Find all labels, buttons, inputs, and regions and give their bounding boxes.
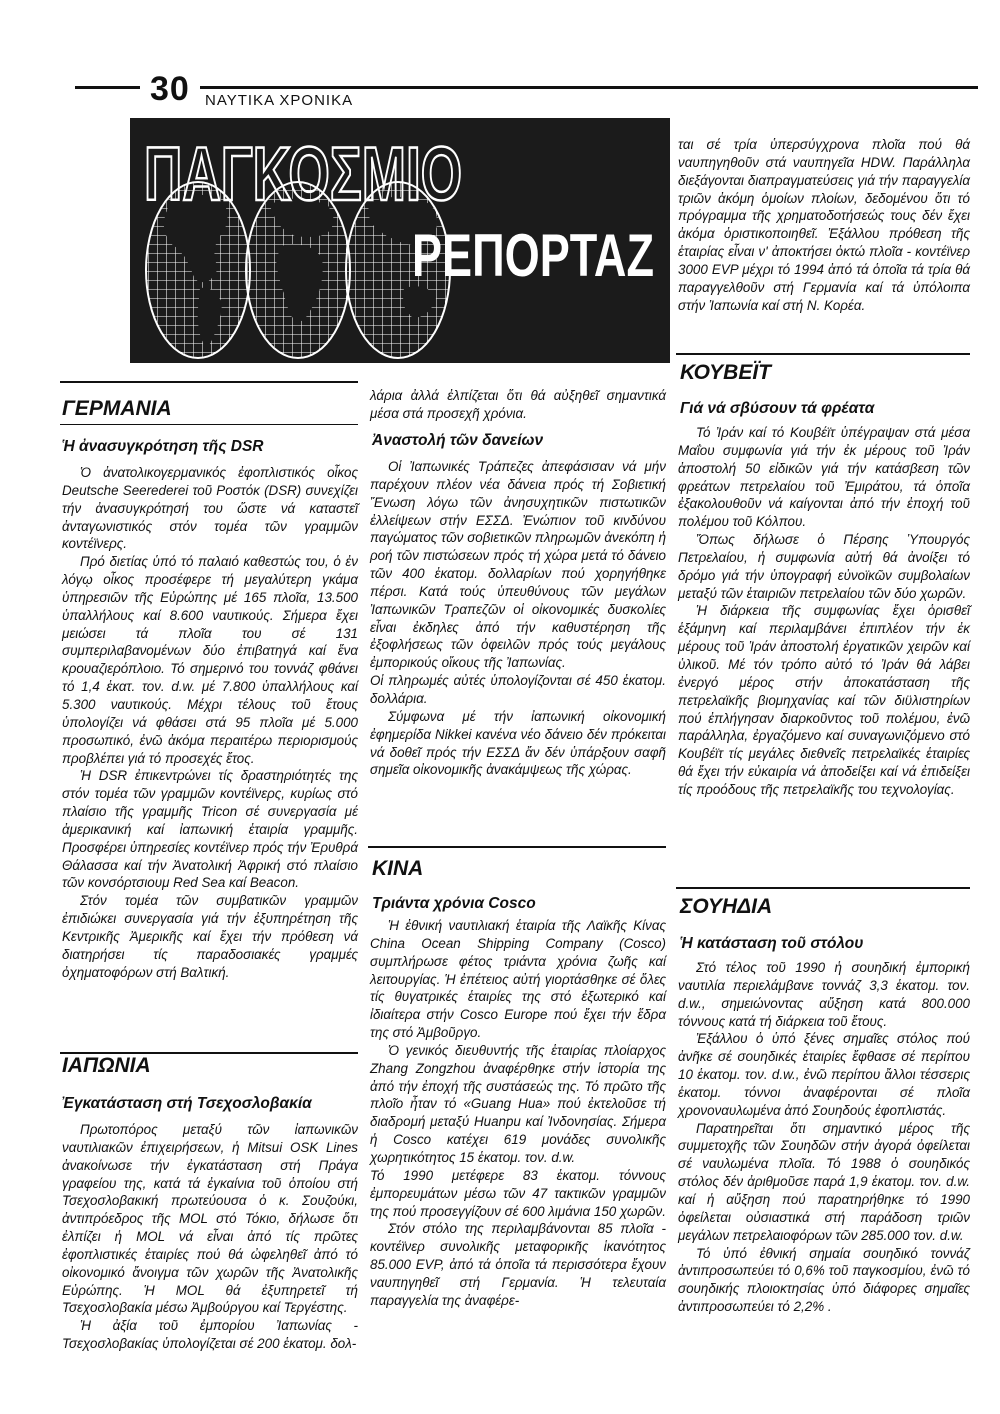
china-rule <box>368 846 666 848</box>
japan-subtitle2: Ἀναστολή τῶν δανείων <box>372 432 544 449</box>
kuwait-paragraph: Ὅπως δήλωσε ὁ Πέρσης Ὑπουργός Πετρελαίου, ἡ συμφωνία αὐτή θά ἀνοίξει τό δρόμο γιά τήν ὑπογραφή εὐνοϊκῶν συμβολαίων μεταξύ τῶν ἑταιριῶν πετρελαίου τῶν δύο χωρῶν. <box>678 532 970 601</box>
germany-paragraph: Πρό διετίας ὑπό τό παλαιό καθεστώς του, ὁ ἐν λόγῳ οἶκος προσέφερε τή μεγαλύτερη γκάμα ὑπηρεσιῶν τῆς Εὐρώπης μέ 165 πλοῖα, 13.500 ὑπαλλήλους καί 8.600 ναυτικούς. Σήμερα ἔχει μειώσει τά πλοῖα του σέ 131 συμπεριλαβανομένων δύο ἐπιβατηγά καί ἕνα κρουαζιερόπλοιο. Τό σημερινό του τοννάζ φθάνει τό 1,4 ἑκατ. τον. d.w. μέ 7.800 ὑπαλλήλους καί 5.300 ναυτικούς. Μέχρι τέλους τοῦ ἔτους ὑπολογίζει νά φθάσει στά 95 πλοῖα μέ 5.000 προσωπικό, ἐνῶ ἀκόμα περαιτέρω περιορισμούς προβλέπει γιά τό προσεχές ἔτος. <box>62 554 358 766</box>
japan-paragraph: Οἱ Ἰαπωνικές Τράπεζες ἀπεφάσισαν νά μήν παρέχουν πλέον νέα δάνεια πρός τή Σοβιετική Ἕνωση λόγω τῶν ἀνησυχητικῶν πιστωτικῶν ἐλλείψεων στήν ΕΣΣΔ. Ἐνώπιον τοῦ κινδύνου παγώματος τῶν σοβιετικῶν πληρωμῶν ἀνεκόπη ἡ ροή τῶν πιστώσεων πρός τή χώρα μετά τό δάνειο τῶν 400 ἑκατομ. δολλαρίων πού χορηγήθηκε πέρσι. Κατά τούς ὑπευθύνους τῶν μεγάλων Ἰαπωνικῶν Τραπεζῶν οἱ οἰκονομικές δυσκολίες εἶναι ἐκδηλες ἀπό τήν καθυστέρηση τῆς ἐξοφλήσεως τῶν ὀφειλῶν πρός τούς μεγάλους ἐμπορικούς οἴκους τῆς Ἰαπωνίας. <box>370 459 666 671</box>
japan-subtitle: Ἐγκατάσταση στή Τσεχοσλοβακία <box>62 1095 312 1112</box>
germany-body <box>62 464 358 981</box>
japan-paragraph: Πρωτοπόρος μεταξύ τῶν ἰαπωνικῶν ναυτιλιακῶν ἐπιχειρήσεων, ἡ Mitsui OSK Lines ἀνακοίνωσε τήν ἐγκατάσταση στή Πράγα γραφείου της, κατά τά ἐγκαίνια τοῦ ὁποίου στή Τσεχοσλοβακική πρωτεύουσα ὁ κ. Σουζούκι, ἀντιπρόεδρος τῆς MOL στό Τόκιο, δήλωσε ὅτι ἐλπίζει ἡ MOL νά εἶναι ἀπό τίς πρῶτες ἐφοπλιστικές ἑταιρίες πού θά ὠφεληθεῖ ἀπό τό οἰκονομικό ἄνοιγμα τῶν χωρῶν τῆς Ἀνατολικῆς Εὐρώπης. Ἡ MOL θά ἐξυπηρετεῖ τή Τσεχοσλοβακία μέσω Ἀμβούργου καί Τεργέστης. <box>62 1122 358 1316</box>
japan-body-continued <box>370 387 666 423</box>
banner-title-line1: ΠΑΓΚΟΣΜΙΟ <box>144 132 462 217</box>
germany-rule <box>60 381 358 383</box>
china-paragraph: Τό 1990 μετέφερε 83 ἑκατομ. τόννους ἐμπορευμάτων μέσω τῶν 47 τακτικῶν γραμμῶν της πού προσεγγίζουν σέ 600 λιμάνια 150 χωρῶν. <box>370 1167 666 1219</box>
china-subtitle: Τριάντα χρόνια Cosco <box>372 895 536 912</box>
japan-paragraph: Σύμφωνα μέ τήν ἰαπωνική οἰκονομική ἐφημερίδα Nikkei κανένα νέο δάνειο δέν πρόκειται νά δοθεῖ πρός τήν ΕΣΣΔ ἄν δέν ὑπάρξουν σαφῆ σημεῖα οἰκονομικῆς ἀνακάμψεως τῆς χώρας. <box>370 708 666 778</box>
kuwait-rule <box>676 353 970 355</box>
japan-paragraph: λάρια ἀλλά ἐλπίζεται ὅτι θά αὐξηθεῖ σημαντικά μέσα στά προσεχῆ χρόνια. <box>370 388 666 421</box>
china-paragraph: ται σέ τρία ὑπερσύγχρονα πλοῖα πού θά ναυπηγηθοῦν στά ναυπηγεῖα HDW. Παράλληλα διεξάγονται διαπραγματεύσεις γιά τήν παραγγελία τριῶν ἀκόμη ὁμοίων πλοίων, δεδομένου ὅτι τό πρόγραμμα τῆς χρηματοδοτήσεώς τους δέν ἔχει ἀκόμα ὁριστικοποιηθεῖ. Ἐξάλλου πρόθεση τῆς ἑταιρίας εἶναι ν' ἀποκτήσει ὀκτώ πλοῖα - κοντέϊνερ 3000 EVP μέχρι τό 1994 ἀπό τά ὁποῖα τά τρία θά παραγγελθοῦν στή Γερμανία καί τά ὑπόλοιπα στήν Ἰαπωνία καί στή Ν. Κορέα. <box>678 137 970 313</box>
kuwait-paragraph: Τό Ἰράν καί τό Κουβέϊτ ὑπέγραψαν στά μέσα Μαΐου συμφωνία γιά τήν ἐκ μέρους τοῦ Ἰράν ἀποστολή 50 εἰδικῶν γιά τήν κατάσβεση τῶν φρεάτων πετρελαίου τοῦ Ἐμιράτου, τά ὁποῖα ἐξακολουθοῦν νά καίγονται ἀπό τήν ἐποχή τοῦ πολέμου τοῦ Κόλπου. <box>678 425 970 530</box>
china-body <box>370 917 666 1310</box>
sweden-paragraph: Παρατηρεῖται ὅτι σημαντικό μέρος τῆς συμμετοχῆς τῶν Σουηδῶν στήν ἀγορά ὀφείλεται σέ ναυλωμένα πλοῖα. Τό 1988 ὁ σουηδικός στόλος δέν ἀριθμοῦσε παρά 1,9 ἑκατομ. τον. d.w. καί ἡ αὔξηση πού παρατηρήθηκε τό 1990 ὀφείλεται οὐσιαστικά στή παράδοση τριῶν μεγάλων πετρελαιοφόρων τῶν 285.000 τον. d.w. <box>678 1120 970 1243</box>
header-rule-left <box>75 86 140 89</box>
kuwait-title: ΚΟΥΒΕΪΤ <box>680 361 771 384</box>
japan-title: ΙΑΠΩΝΙΑ <box>62 1054 151 1077</box>
banner-title-line2: ΡΕΠΟΡΤΑΖ <box>412 222 654 289</box>
japan-paragraph: Οἱ πληρωμές αὐτές ὑπολογίζονται σέ 450 ἑκατομ. δολλάρια. <box>370 673 666 706</box>
publication-name: ΝΑΥΤΙΚΑ ΧΡΟΝΙΚΑ <box>205 92 354 109</box>
header-rule-right <box>200 86 978 89</box>
kuwait-paragraph: Ἡ διάρκεια τῆς συμφωνίας ἔχει ὁρισθεῖ ἑξάμηνη καί περιλαμβάνει ἐπιπλέον τήν ἐκ μέρους τοῦ Ἰράν ἀποστολή ἐργατικῶν χειρῶν καί ὑλικοῦ. Μέ τόν τρόπο αὐτό τό Ἰράν θά λάβει ἐνεργό μέρος στήν ἀποκατάσταση τῆς πετρελαϊκῆς βιομηχανίας καί τῶν διϋλιστηρίων πού ἐπλήγησαν διαρκοῦντος τοῦ πολέμου, ἐνῶ παράλληλα, ἐργαζόμενο καί συναγωνιζόμενο στό Κουβέϊτ τίς μεγάλες διεθνεῖς πετρελαϊκές ἑταιρίες θά ἔχει τήν εὐκαιρία νά ἀποδείξει καί νά ἐπιδείξει τίς προόδους τῆς πετρελαϊκῆς του τεχνολογίας. <box>678 603 970 797</box>
sweden-rule <box>676 887 970 889</box>
globe-map-icon <box>130 118 670 363</box>
japan-paragraph: Ἡ ἀξία τοῦ ἐμπορίου Ἰαπωνίας - Τσεχοσλοβακίας ὑπολογίζεται σέ 200 ἑκατομ. δολ- <box>62 1318 358 1352</box>
germany-paragraph: Ὁ ἀνατολικογερμανικός ἐφοπλιστικός οἶκος Deutsche Seerederei τοῦ Ροστόκ (DSR) συνεχίζει τήν ἀνασυγκρότησή του ὥστε νά καταστεῖ ἀνταγωνιστικός στόν τομέα τῶν γραμμῶν κοντέϊνερς. <box>62 465 358 552</box>
sweden-paragraph: Τό ὑπό ἐθνική σημαία σουηδικό τοννάζ ἀντιπροσωπεύει τό 0,6% τοῦ παγκοσμίου, ἐνῶ τό σουηδικής πλοιοκτησίας ὑπό διάφορες σημαῖες ἀντιπροσωπεύει τό 2,2% . <box>678 1245 970 1315</box>
kuwait-subtitle: Γιά νά σβύσουν τά φρέατα <box>680 400 875 417</box>
sweden-paragraph: Ἐξάλλου ὁ ὑπό ξένες σημαῖες στόλος πού ἀνῆκε σέ σουηδικές ἑταιρίες ἔφθασε σέ περίπου 10 ἑκατομ. τον. d.w., ἐνῶ περίπου ἄλλοι τέσσερις ἑκατομ. τόννοι ἀναφέρονται σέ πλοῖα χρονοναυλωμένα ἀπό Σουηδούς ἐφοπλιστάς. <box>678 1031 970 1118</box>
china-paragraph: Ὁ γενικός διευθυντής τῆς ἑταιρίας πλοίαρχος Zhang Zongzhou ἀναφέρθηκε στήν ἱστορία της ἀπό τήν ἐποχή τῆς συστάσεώς της. Τό πρῶτο τῆς πλοῖο ἦταν τό «Guang Hua» πού ἐκτελοῦσε τή διαδρομή μεταξύ Huanpu καί Ἰνδονησίας. Σήμερα ἡ Cosco κατέχει 619 μονάδες συνολικῆς χωρητικότητος 15 ἑκατομ. τον. d.w. <box>370 1042 666 1165</box>
germany-subtitle: Ἡ ἀνασυγκρότηση τῆς DSR <box>62 438 264 455</box>
china-paragraph: Ἡ ἐθνική ναυτιλιακή ἑταιρία τῆς Λαϊκῆς Κίνας China Ocean Shipping Company (Cosco) συμπλήρωσε φέτος τριάντα χρόνια ζωῆς καί λειτουργίας. Ἡ ἐπέτειος αὐτή γιορτάσθηκε σέ ὅλες τίς θυγατρικές ἑταιρίες της στό ἐξωτερικό καί ἰδιαίτερα στήν Cosco Europe πού ἔχει τήν ἕδρα της στό Ἀμβοῦργο. <box>370 918 666 1041</box>
germany-paragraph: Ἡ DSR ἐπικεντρώνει τίς δραστηριότητές της στόν τομέα τῶν γραμμῶν κοντέϊνερς, κυρίως στό πλαίσιο τῆς γραμμῆς Tricon σέ συνεργασία μέ ἀμερικανική καί ἰαπωνική ἑταιρία γραμμῆς. Προσφέρει ὑπηρεσίες κοντέϊνερ πρός τήν Ἐρυθρά Θάλασσα καί τήν Ἀνατολική Ἀφρική στό πλαίσιο τῶν κονσόρτσιουμ Red Sea καί Beacon. <box>62 768 358 891</box>
kuwait-body <box>678 424 970 799</box>
sweden-subtitle: Ἡ κατάσταση τοῦ στόλου <box>680 935 864 952</box>
china-body-continued <box>678 136 970 314</box>
china-paragraph: Στόν στόλο της περιλαμβάνονται 85 πλοῖα - κοντέϊνερ συνολικῆς μεταφορικῆς ἱκανότητος 85.000 EVP, ἀπό τά ὁποῖα τά περισσότερα ἔχουν ναυπηγηθεῖ στή Γερμανία. Ἡ τελευταία παραγγελία της ἀναφέρε- <box>370 1221 666 1308</box>
banner <box>130 118 670 363</box>
japan-body-2 <box>370 458 666 779</box>
sweden-title: ΣΟΥΗΔΙΑ <box>680 895 773 918</box>
germany-rule-bottom <box>60 424 358 425</box>
germany-title: ΓΕΡΜΑΝΙΑ <box>62 397 172 420</box>
china-title: ΚΙΝΑ <box>372 857 424 880</box>
sweden-paragraph: Στό τέλος τοῦ 1990 ἡ σουηδική ἐμπορική ναυτιλία περιελάμβανε τοννάζ 3,3 ἑκατομ. τον. d.w., σημειώνοντας αὔξηση κατά 800.000 τόννους κατά τή διάρκεια τοῦ ἔτους. <box>678 960 970 1029</box>
germany-paragraph: Στόν τομέα τῶν συμβατικῶν γραμμῶν ἐπιδιώκει συνεργασία γιά τήν ἐξυπηρέτηση τῆς Κεντρικῆς Ἀμερικῆς καί ἔχει τήν πρόθεση νά διατηρήσει τίς παραδοσιακές γραμμές ὀχηματοφόρων στή Βαλτική. <box>62 893 358 980</box>
japan-body <box>62 1121 358 1353</box>
page-number: 30 <box>150 70 190 108</box>
sweden-body <box>678 959 970 1316</box>
